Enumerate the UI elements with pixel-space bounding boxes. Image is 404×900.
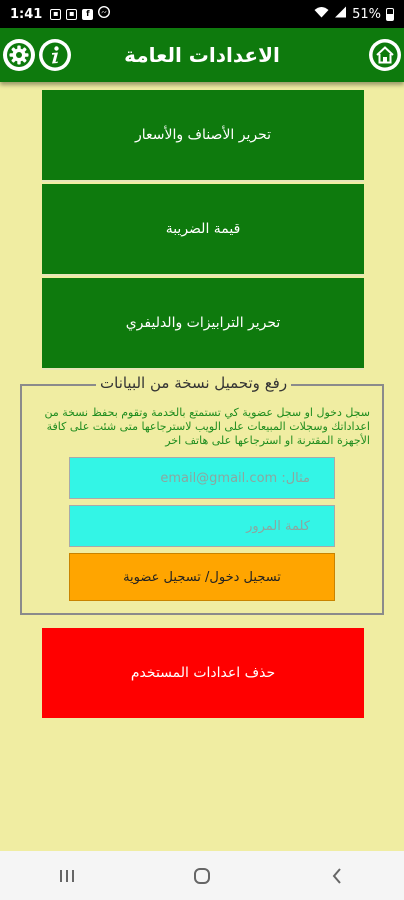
wifi-icon: [314, 6, 329, 22]
notification-icons: [50, 6, 110, 22]
settings-button[interactable]: [3, 39, 35, 71]
status-time: 1:41: [10, 6, 43, 22]
status-bar: [0, 0, 404, 28]
messenger-icon: [98, 6, 110, 22]
app-bar: [0, 28, 404, 82]
home-circle-icon: [192, 866, 212, 886]
home-icon: [369, 39, 401, 71]
facebook-icon: f: [82, 9, 93, 20]
home-nav-button[interactable]: [172, 856, 232, 896]
battery-percent: 51%: [352, 6, 381, 22]
edit-tables-delivery-button[interactable]: تحرير الترابيزات والدليفري: [42, 278, 364, 370]
page-title: الاعدادات العامة: [124, 43, 280, 67]
back-chevron-icon: [330, 866, 344, 886]
password-input[interactable]: [92, 518, 312, 535]
password-field[interactable]: [69, 505, 335, 547]
email-field[interactable]: [69, 457, 335, 499]
home-button[interactable]: [369, 39, 401, 71]
edit-items-prices-button[interactable]: تحرير الأصناف والأسعار: [42, 90, 364, 182]
battery-icon: [386, 8, 394, 21]
backup-section-title: رفع وتحميل نسخة من البيانات: [96, 374, 291, 392]
backup-description: سجل دخول او سجل عضوية كي تستمتع بالخدمة وتقوم بحفظ نسخة من اعداداتك وسجلات المبيعات على الويب لاسترجاعها متى شئت على كافة الأجهزة المقترنة او استرجاعها على هاتف اخر: [44, 406, 370, 447]
tax-value-button[interactable]: قيمة الضريبة: [42, 184, 364, 276]
info-icon: [39, 39, 71, 71]
recents-button[interactable]: [37, 856, 97, 896]
system-nav-bar: [0, 851, 404, 900]
gallery-icon: ▪: [66, 9, 77, 20]
info-button[interactable]: [39, 39, 71, 71]
login-register-button[interactable]: تسجيل دخول/ تسجيل عضوية: [69, 553, 335, 601]
gear-icon: [3, 39, 35, 71]
recents-icon: [57, 868, 77, 884]
signal-icon: [334, 6, 347, 22]
email-input[interactable]: [92, 470, 312, 487]
gallery-icon: ▪: [50, 9, 61, 20]
back-button[interactable]: [307, 856, 367, 896]
delete-user-settings-button[interactable]: حذف اعدادات المستخدم: [42, 628, 364, 718]
